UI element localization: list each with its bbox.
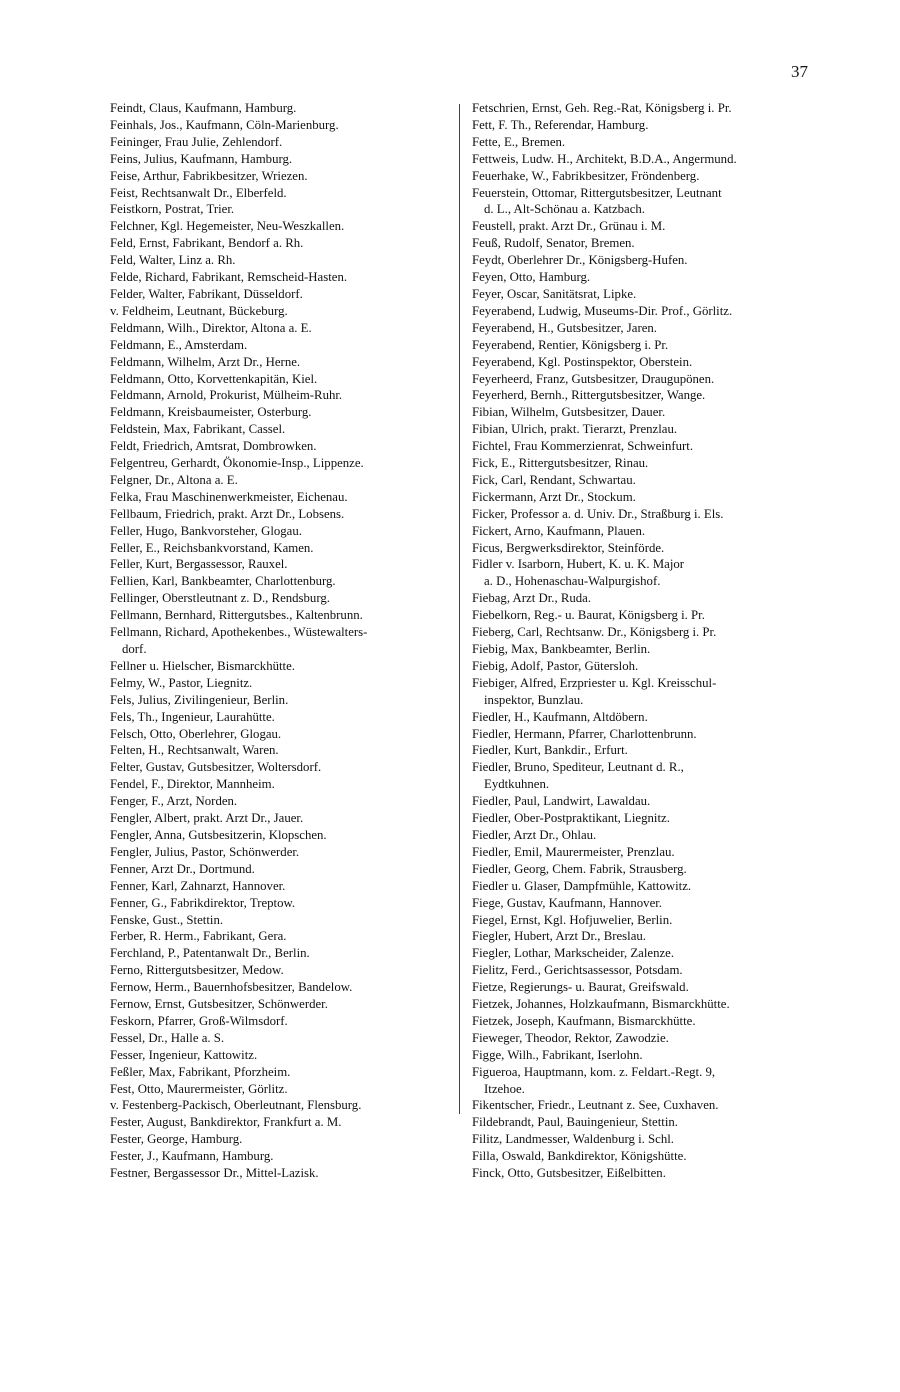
directory-entry: Filitz, Landmesser, Waldenburg i. Schl. bbox=[472, 1132, 674, 1147]
directory-entry: Fernow, Herm., Bauernhofsbesitzer, Bandelow. bbox=[110, 980, 353, 995]
directory-entry: Fette, E., Bremen. bbox=[472, 134, 566, 149]
directory-entry: Fesser, Ingenieur, Kattowitz. bbox=[110, 1047, 258, 1062]
directory-entry: Feise, Arthur, Fabrikbesitzer, Wriezen. bbox=[110, 168, 308, 183]
directory-entry: Figge, Wilh., Fabrikant, Iserlohn. bbox=[472, 1047, 643, 1062]
directory-entry: Fiedler, Ober-Postpraktikant, Liegnitz. bbox=[472, 811, 670, 826]
directory-entry: Ficus, Bergwerksdirektor, Steinförde. bbox=[472, 540, 665, 555]
directory-entry: Fichtel, Frau Kommerzienrat, Schweinfurt. bbox=[472, 439, 694, 454]
directory-entry: v. Festenberg-Packisch, Oberleutnant, Flensburg. bbox=[110, 1098, 362, 1113]
directory-entry: Fikentscher, Friedr., Leutnant z. See, Cuxhaven. bbox=[472, 1098, 719, 1113]
directory-entry: a. D., Hohenaschau-Walpurgishof. bbox=[484, 574, 661, 589]
directory-entry: Feyerabend, Kgl. Postinspektor, Oberstein. bbox=[472, 354, 693, 369]
directory-entry: Feld, Ernst, Fabrikant, Bendorf a. Rh. bbox=[110, 236, 304, 251]
directory-entry: Fiebag, Arzt Dr., Ruda. bbox=[472, 591, 592, 606]
directory-entry: Fellmann, Richard, Apothekenbes., Wüstewalters- bbox=[110, 625, 368, 640]
directory-entry: Felter, Gustav, Gutsbesitzer, Woltersdorf. bbox=[110, 760, 322, 775]
directory-entry: Fiegel, Ernst, Kgl. Hofjuwelier, Berlin. bbox=[472, 912, 673, 927]
directory-entry: Feldmann, Kreisbaumeister, Osterburg. bbox=[110, 405, 312, 420]
directory-entry: Feustell, prakt. Arzt Dr., Grünau i. M. bbox=[472, 219, 666, 234]
directory-entry: Fengler, Julius, Pastor, Schönwerder. bbox=[110, 844, 300, 859]
directory-entry: Fels, Th., Ingenieur, Laurahütte. bbox=[110, 709, 275, 724]
directory-entry: Fiege, Gustav, Kaufmann, Hannover. bbox=[472, 895, 663, 910]
directory-entry: Ficker, Professor a. d. Univ. Dr., Straßburg i. Els. bbox=[472, 506, 724, 521]
directory-entry: Fick, E., Rittergutsbesitzer, Rinau. bbox=[472, 456, 649, 471]
directory-entry: Feydt, Oberlehrer Dr., Königsberg-Hufen. bbox=[472, 253, 688, 268]
directory-entry: Feist, Rechtsanwalt Dr., Elberfeld. bbox=[110, 185, 287, 200]
directory-entry: Fiedler, Paul, Landwirt, Lawaldau. bbox=[472, 794, 651, 809]
right-column bbox=[472, 100, 812, 1182]
directory-entry: Ferchland, P., Patentanwalt Dr., Berlin. bbox=[110, 946, 310, 961]
directory-entry: Fiebiger, Alfred, Erzpriester u. Kgl. Kreisschul- bbox=[472, 675, 717, 690]
directory-entry: Feuß, Rudolf, Senator, Bremen. bbox=[472, 236, 635, 251]
directory-entry: Figueroa, Hauptmann, kom. z. Feldart.-Regt. 9, bbox=[472, 1064, 716, 1079]
directory-entry: Feindt, Claus, Kaufmann, Hamburg. bbox=[110, 101, 297, 115]
directory-entry: Fenger, F., Arzt, Norden. bbox=[110, 794, 238, 809]
directory-entry: Feuerstein, Ottomar, Rittergutsbesitzer, Leutnant bbox=[472, 185, 722, 200]
directory-entry: Fengler, Albert, prakt. Arzt Dr., Jauer. bbox=[110, 811, 304, 826]
directory-entry: Fiedler, Bruno, Spediteur, Leutnant d. R., bbox=[472, 760, 684, 775]
directory-entry: Fibian, Wilhelm, Gutsbesitzer, Dauer. bbox=[472, 405, 666, 420]
directory-entry: Fibian, Ulrich, prakt. Tierarzt, Prenzlau. bbox=[472, 422, 678, 437]
directory-entry: v. Feldheim, Leutnant, Bückeburg. bbox=[110, 303, 288, 318]
directory-entry: Feld, Walter, Linz a. Rh. bbox=[110, 253, 236, 268]
directory-entry: Feldmann, Wilhelm, Arzt Dr., Herne. bbox=[110, 354, 301, 369]
directory-entry: Fietzek, Johannes, Holzkaufmann, Bismarckhütte. bbox=[472, 997, 730, 1012]
directory-entry: Feyer, Oscar, Sanitätsrat, Lipke. bbox=[472, 286, 637, 301]
directory-entry: Fellbaum, Friedrich, prakt. Arzt Dr., Lobsens. bbox=[110, 506, 345, 521]
directory-entry: Fengler, Anna, Gutsbesitzerin, Klopschen. bbox=[110, 827, 327, 842]
directory-entry: Feldmann, Wilh., Direktor, Altona a. E. bbox=[110, 320, 312, 335]
directory-entry: Fiedler, Kurt, Bankdir., Erfurt. bbox=[472, 743, 628, 758]
directory-entry: Fiebig, Max, Bankbeamter, Berlin. bbox=[472, 642, 651, 656]
directory-entry: Fenner, Arzt Dr., Dortmund. bbox=[110, 861, 255, 876]
directory-entry: Fiedler, Emil, Maurermeister, Prenzlau. bbox=[472, 844, 675, 859]
directory-entry: Fiedler u. Glaser, Dampfmühle, Kattowitz. bbox=[472, 878, 692, 893]
directory-entry: Feyerherd, Bernh., Rittergutsbesitzer, Wange. bbox=[472, 388, 706, 403]
directory-entry: Fester, August, Bankdirektor, Frankfurt a. M. bbox=[110, 1115, 342, 1130]
directory-entry: Felka, Frau Maschinenwerkmeister, Eichenau. bbox=[110, 489, 348, 504]
directory-entry: Fernow, Ernst, Gutsbesitzer, Schönwerder. bbox=[110, 997, 328, 1012]
directory-entry: Fenske, Gust., Stettin. bbox=[110, 912, 224, 927]
column-divider bbox=[459, 104, 460, 1114]
directory-entry: Feßler, Max, Fabrikant, Pforzheim. bbox=[110, 1064, 291, 1079]
directory-entry: Fetschrien, Ernst, Geh. Reg.-Rat, Königsberg i. Pr. bbox=[472, 101, 732, 115]
directory-entry: d. L., Alt-Schönau a. Katzbach. bbox=[484, 202, 645, 217]
directory-entry: Fielitz, Ferd., Gerichtsassessor, Potsdam. bbox=[472, 963, 683, 978]
directory-entry: Fester, J., Kaufmann, Hamburg. bbox=[110, 1149, 274, 1164]
directory-entry: Fickert, Arno, Kaufmann, Plauen. bbox=[472, 523, 646, 538]
directory-entry: Feyen, Otto, Hamburg. bbox=[472, 270, 591, 285]
directory-entry: Fellien, Karl, Bankbeamter, Charlottenburg. bbox=[110, 574, 336, 589]
directory-entry: dorf. bbox=[122, 642, 147, 656]
directory-entry: Fenner, Karl, Zahnarzt, Hannover. bbox=[110, 878, 286, 893]
directory-entry: Fels, Julius, Zivilingenieur, Berlin. bbox=[110, 692, 289, 707]
directory-entry: Fidler v. Isarborn, Hubert, K. u. K. Major bbox=[472, 557, 685, 572]
directory-entry: Festner, Bergassessor Dr., Mittel-Lazisk. bbox=[110, 1166, 319, 1181]
directory-entry: Feldt, Friedrich, Amtsrat, Dombrowken. bbox=[110, 439, 317, 454]
directory-entry: Fickermann, Arzt Dr., Stockum. bbox=[472, 489, 636, 504]
directory-entry: Felchner, Kgl. Hegemeister, Neu-Weszkallen. bbox=[110, 219, 345, 234]
directory-entry: Fiedler, Georg, Chem. Fabrik, Strausberg. bbox=[472, 861, 687, 876]
directory-entry: Fietzek, Joseph, Kaufmann, Bismarckhütte. bbox=[472, 1013, 696, 1028]
directory-entry: Fessel, Dr., Halle a. S. bbox=[110, 1030, 225, 1045]
directory-entry: Fest, Otto, Maurermeister, Görlitz. bbox=[110, 1081, 288, 1096]
directory-entry: Fiegler, Lothar, Markscheider, Zalenze. bbox=[472, 946, 675, 961]
directory-entry: Fiebig, Adolf, Pastor, Gütersloh. bbox=[472, 658, 639, 673]
directory-entry: Fiedler, Hermann, Pfarrer, Charlottenbrunn. bbox=[472, 726, 697, 741]
directory-entry: Felten, H., Rechtsanwalt, Waren. bbox=[110, 743, 279, 758]
directory-entry: Felsch, Otto, Oberlehrer, Glogau. bbox=[110, 726, 282, 741]
directory-entry: Feistkorn, Postrat, Trier. bbox=[110, 202, 235, 217]
directory-entry: Feyerabend, Ludwig, Museums-Dir. Prof., Görlitz. bbox=[472, 303, 733, 318]
directory-entry: Ferno, Rittergutsbesitzer, Medow. bbox=[110, 963, 284, 978]
directory-entry: Feldmann, Arnold, Prokurist, Mülheim-Ruhr. bbox=[110, 388, 343, 403]
directory-entry: Feinhals, Jos., Kaufmann, Cöln-Marienburg. bbox=[110, 117, 339, 132]
directory-entry: Fildebrandt, Paul, Bauingenieur, Stettin. bbox=[472, 1115, 678, 1130]
directory-entry: Fellmann, Bernhard, Rittergutsbes., Kaltenbrunn. bbox=[110, 608, 363, 623]
directory-entry: Feller, E., Reichsbankvorstand, Kamen. bbox=[110, 540, 314, 555]
directory-entry: Felder, Walter, Fabrikant, Düsseldorf. bbox=[110, 286, 303, 301]
directory-entry: Ferber, R. Herm., Fabrikant, Gera. bbox=[110, 929, 287, 944]
directory-entry: Feldmann, Otto, Korvettenkapitän, Kiel. bbox=[110, 371, 318, 386]
directory-entry: Fettweis, Ludw. H., Architekt, B.D.A., Angermund. bbox=[472, 151, 737, 166]
directory-entry: Fieberg, Carl, Rechtsanw. Dr., Königsberg i. Pr. bbox=[472, 625, 717, 640]
directory-entry: Felgner, Dr., Altona a. E. bbox=[110, 472, 238, 487]
directory-entry: Fick, Carl, Rendant, Schwartau. bbox=[472, 472, 636, 487]
directory-entry: Fiebelkorn, Reg.- u. Baurat, Königsberg i. Pr. bbox=[472, 608, 705, 623]
directory-entry: Feins, Julius, Kaufmann, Hamburg. bbox=[110, 151, 293, 166]
directory-entry: Itzehoe. bbox=[484, 1081, 525, 1096]
directory-entry: Fellinger, Oberstleutnant z. D., Rendsburg. bbox=[110, 591, 330, 606]
directory-entry: Felgentreu, Gerhardt, Ökonomie-Insp., Lippenze. bbox=[110, 456, 364, 471]
directory-entry: Feller, Kurt, Bergassessor, Rauxel. bbox=[110, 557, 288, 572]
directory-entry: Feller, Hugo, Bankvorsteher, Glogau. bbox=[110, 523, 302, 538]
directory-entry: Feskorn, Pfarrer, Groß-Wilmsdorf. bbox=[110, 1013, 288, 1028]
directory-entry: Felde, Richard, Fabrikant, Remscheid-Hasten. bbox=[110, 270, 348, 285]
directory-entry: Eydtkuhnen. bbox=[484, 777, 550, 792]
directory-entry: Feyerabend, H., Gutsbesitzer, Jaren. bbox=[472, 320, 657, 335]
directory-entry: Fenner, G., Fabrikdirektor, Treptow. bbox=[110, 895, 296, 910]
directory-entry: Fieweger, Theodor, Rektor, Zawodzie. bbox=[472, 1030, 669, 1045]
directory-entry: Finck, Otto, Gutsbesitzer, Eißelbitten. bbox=[472, 1166, 666, 1181]
directory-entry: Fett, F. Th., Referendar, Hamburg. bbox=[472, 117, 649, 132]
directory-entry: Feldstein, Max, Fabrikant, Cassel. bbox=[110, 422, 286, 437]
directory-entry: Filla, Oswald, Bankdirektor, Königshütte. bbox=[472, 1149, 687, 1164]
directory-entry: Fietze, Regierungs- u. Baurat, Greifswald. bbox=[472, 980, 689, 995]
directory-entry: Fendel, F., Direktor, Mannheim. bbox=[110, 777, 275, 792]
directory-entry: Feyerabend, Rentier, Königsberg i. Pr. bbox=[472, 337, 669, 352]
directory-entry: Fiedler, H., Kaufmann, Altdöbern. bbox=[472, 709, 648, 724]
page-number: 37 bbox=[791, 62, 808, 81]
directory-entry: Fiedler, Arzt Dr., Ohlau. bbox=[472, 827, 597, 842]
left-column bbox=[110, 100, 450, 1182]
directory-entry: Feuerhake, W., Fabrikbesitzer, Fröndenberg. bbox=[472, 168, 700, 183]
directory-entry: Feininger, Frau Julie, Zehlendorf. bbox=[110, 134, 283, 149]
directory-entry: Feldmann, E., Amsterdam. bbox=[110, 337, 248, 352]
directory-entry: Felmy, W., Pastor, Liegnitz. bbox=[110, 675, 253, 690]
directory-entry: Fellner u. Hielscher, Bismarckhütte. bbox=[110, 658, 295, 673]
directory-entry: inspektor, Bunzlau. bbox=[484, 692, 584, 707]
directory-entry: Fester, George, Hamburg. bbox=[110, 1132, 243, 1147]
directory-entry: Feyerheerd, Franz, Gutsbesitzer, Draugupönen. bbox=[472, 371, 715, 386]
directory-entry: Fiegler, Hubert, Arzt Dr., Breslau. bbox=[472, 929, 646, 944]
